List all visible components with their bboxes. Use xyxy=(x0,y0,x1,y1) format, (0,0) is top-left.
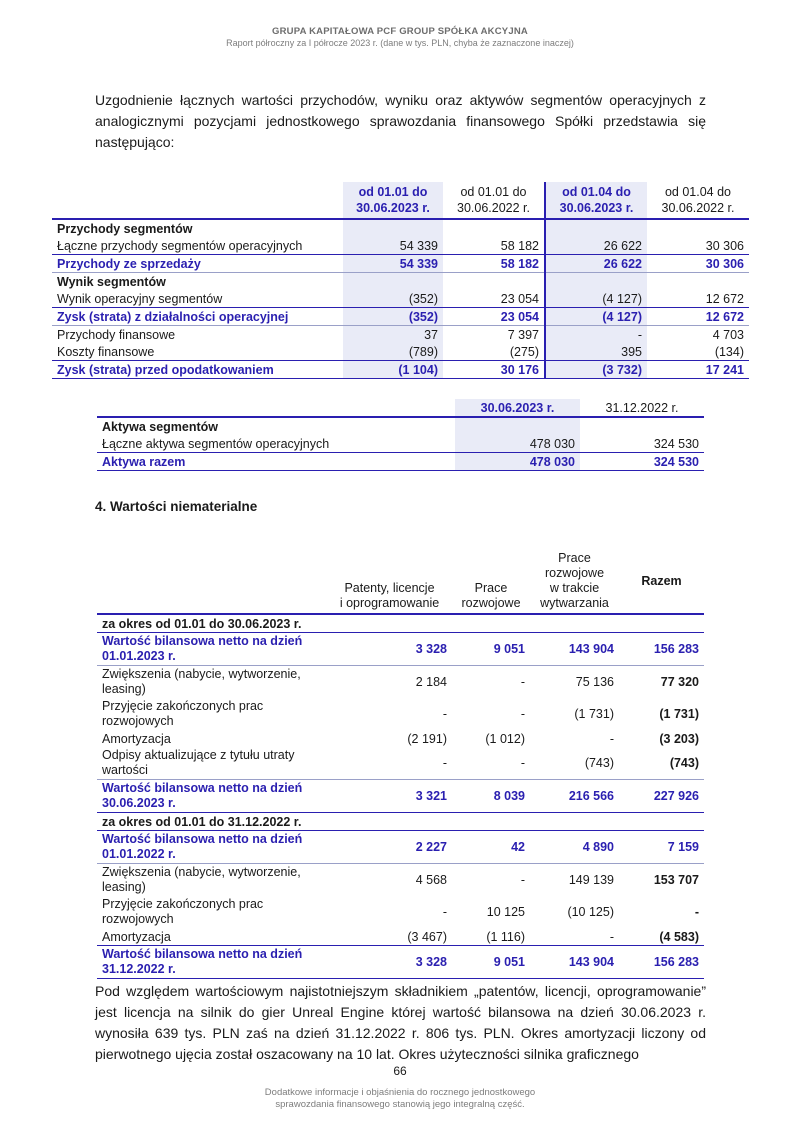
cell: (1 731) xyxy=(574,707,614,721)
cell: (1 116) xyxy=(486,929,525,944)
cell: 4 703 xyxy=(647,326,749,344)
cell: 8 039 xyxy=(452,780,530,813)
table-row xyxy=(97,896,704,928)
cell: (275) xyxy=(509,344,539,359)
cell: - xyxy=(442,756,447,770)
table-row xyxy=(97,614,704,633)
table-row xyxy=(97,435,704,453)
cell: - xyxy=(520,756,525,770)
cell: 153 707 xyxy=(653,873,699,887)
intangibles-header-row xyxy=(97,551,704,614)
cell: 26 622 xyxy=(545,237,647,255)
table-row xyxy=(97,946,704,979)
row-label: Aktywa razem xyxy=(97,453,455,471)
table-row xyxy=(97,747,704,780)
cell: (3 732) xyxy=(545,361,647,379)
row-label: Wartość bilansowa netto na dzień 01.01.2023 r. xyxy=(97,633,327,666)
cell: 324 530 xyxy=(653,436,699,451)
row-label: Zwiększenia (nabycie, wytworzenie, leasing) xyxy=(102,865,301,894)
cell: 4 568 xyxy=(415,873,447,887)
cell: 77 320 xyxy=(660,675,699,689)
row-label: za okres od 01.01 do 30.06.2023 r. xyxy=(102,616,302,631)
cell: (1 104) xyxy=(343,361,443,379)
intangibles-col-4: Razem xyxy=(619,551,704,614)
table-row xyxy=(52,361,749,379)
intangibles-col-1: Patenty, licencje i oprogramowanie xyxy=(327,551,452,614)
cell: 58 182 xyxy=(443,255,545,273)
row-label: Wartość bilansowa netto na dzień 30.06.2023 r. xyxy=(97,780,327,813)
assets-col-2: 31.12.2022 r. xyxy=(580,399,704,417)
page-number: 66 xyxy=(393,1064,407,1078)
cell: - xyxy=(520,675,525,689)
cell: 143 904 xyxy=(530,633,619,666)
cell: 12 672 xyxy=(647,308,749,326)
cell: 54 339 xyxy=(343,237,443,255)
cell: 30 306 xyxy=(705,238,744,253)
row-label: Przyjęcie zakończonych prac rozwojowych xyxy=(102,897,264,926)
row-label: Aktywa segmentów xyxy=(102,419,219,434)
table-row xyxy=(97,453,704,471)
row-label: Wartość bilansowa netto na dzień 31.12.2022 r. xyxy=(97,946,327,979)
table-row xyxy=(52,290,749,308)
cell: (352) xyxy=(343,308,443,326)
table-row xyxy=(52,273,749,291)
row-label: Amortyzacja xyxy=(102,731,171,746)
cell: 30 176 xyxy=(443,361,545,379)
segments-header-row xyxy=(52,182,749,219)
cell: 143 904 xyxy=(530,946,619,979)
cell: 9 051 xyxy=(452,946,530,979)
footer-line-2: sprawozdania finansowego stanowią jego integralną część. xyxy=(275,1099,525,1110)
cell: 324 530 xyxy=(580,453,704,471)
cell: 3 328 xyxy=(327,633,452,666)
cell: 3 321 xyxy=(327,780,452,813)
footer-line-1: Dodatkowe informacje i objaśnienia do rocznego jednostkowego xyxy=(264,1087,536,1098)
cell: 149 139 xyxy=(568,873,614,887)
row-label: za okres od 01.01 do 31.12.2022 r. xyxy=(102,814,302,829)
row-label: Przychody finansowe xyxy=(52,326,343,344)
cell: 54 339 xyxy=(343,255,443,273)
cell: 478 030 xyxy=(455,453,580,471)
cell: 9 051 xyxy=(452,633,530,666)
row-label: Amortyzacja xyxy=(102,929,171,944)
intangibles-col-3: Prace rozwojowe w trakcie wytwarzania xyxy=(530,551,619,614)
cell: 58 182 xyxy=(500,238,539,253)
table-row xyxy=(52,255,749,273)
cell: 156 283 xyxy=(619,946,704,979)
company-name: GRUPA KAPITAŁOWA PCF GROUP SPÓŁKA AKCYJNA xyxy=(272,26,528,37)
table-row xyxy=(97,730,704,747)
cell: 7 159 xyxy=(619,831,704,864)
table-row xyxy=(97,780,704,813)
table-row xyxy=(52,237,749,255)
cell: 23 054 xyxy=(500,291,539,306)
row-label: Łączne przychody segmentów operacyjnych xyxy=(57,238,303,253)
table-row xyxy=(97,633,704,666)
row-label: Koszty finansowe xyxy=(57,344,155,359)
cell: 26 622 xyxy=(545,255,647,273)
cell: 2 184 xyxy=(415,675,447,689)
cell: (3 467) xyxy=(407,929,447,944)
assets-col-1: 30.06.2023 r. xyxy=(455,399,580,417)
cell: - xyxy=(545,326,647,344)
cell: (1 731) xyxy=(659,707,699,721)
cell: (2 191) xyxy=(407,731,447,746)
cell: (789) xyxy=(343,343,443,361)
closing-paragraph: Pod względem wartościowym najistotniejszym składnikiem „patentów, licencji, oprogramowanie” jest licencja na silnik do gier Unreal Engine której wartość bilansowa na dzień 30.06.2023 r. wynosiła 639 tys. PLN zaś na dzień 31.12.2022 r. 806 tys. PLN. Okres amortyzacji liczony od pierwotnego ujęcia został oszacowany na 10 lat. Okres użyteczności silnika graficznego xyxy=(95,983,706,1062)
cell: 23 054 xyxy=(443,308,545,326)
cell: - xyxy=(520,873,525,887)
cell: 2 227 xyxy=(327,831,452,864)
report-subtitle: Raport półroczny za I półrocze 2023 r. (dane w tys. PLN, chyba że zaznaczone inaczej) xyxy=(226,38,574,48)
cell: (10 125) xyxy=(567,905,614,919)
table-row xyxy=(97,666,704,699)
segments-col-4: od 01.04 do 30.06.2022 r. xyxy=(647,182,749,219)
cell: - xyxy=(609,929,614,944)
intangibles-col-2: Prace rozwojowe xyxy=(452,551,530,614)
segments-col-1: od 01.01 do 30.06.2023 r. xyxy=(343,182,443,219)
cell: 4 890 xyxy=(530,831,619,864)
cell: 42 xyxy=(452,831,530,864)
table-row xyxy=(52,308,749,326)
cell: (352) xyxy=(343,290,443,308)
segments-table xyxy=(52,182,749,379)
cell: 37 xyxy=(343,326,443,344)
cell: 17 241 xyxy=(647,361,749,379)
cell: (743) xyxy=(584,756,614,770)
row-label: Wynik operacyjny segmentów xyxy=(57,291,223,306)
table-row xyxy=(52,343,749,361)
cell: (743) xyxy=(669,756,699,770)
row-label: Przychody segmentów xyxy=(57,221,193,236)
section-title: 4. Wartości niematerialne xyxy=(95,499,258,514)
page-header xyxy=(0,26,800,48)
cell: - xyxy=(609,731,614,746)
cell: 3 328 xyxy=(327,946,452,979)
intangibles-table xyxy=(97,551,704,979)
page-footer xyxy=(0,1087,800,1111)
row-label: Zysk (strata) przed opodatkowaniem xyxy=(52,361,343,379)
row-label: Zwiększenia (nabycie, wytworzenie, leasing) xyxy=(102,667,301,696)
table-row xyxy=(52,326,749,344)
table-row xyxy=(97,928,704,946)
table-row xyxy=(97,864,704,897)
cell: - xyxy=(442,707,447,721)
cell: 12 672 xyxy=(705,291,744,306)
cell: 7 397 xyxy=(443,326,545,344)
cell: 478 030 xyxy=(455,435,580,453)
assets-header-row xyxy=(97,399,704,417)
table-row xyxy=(97,831,704,864)
cell: (4 127) xyxy=(545,308,647,326)
cell: - xyxy=(694,905,699,919)
cell: 10 125 xyxy=(486,905,525,919)
cell: 75 136 xyxy=(575,675,614,689)
row-label: Przyjęcie zakończonych prac rozwojowych xyxy=(102,699,264,728)
intro-paragraph: Uzgodnienie łącznych wartości przychodów, wyniku oraz aktywów segmentów operacyjnych z analogicznymi pozycjami jednostkowego sprawozdania finansowego Spółki przedstawia się następująco: xyxy=(95,92,706,150)
table-row xyxy=(97,417,704,435)
segments-col-2: od 01.01 do 30.06.2022 r. xyxy=(443,182,545,219)
table-row xyxy=(97,813,704,831)
row-label: Przychody ze sprzedaży xyxy=(52,255,343,273)
cell: - xyxy=(442,905,447,919)
cell: (1 012) xyxy=(485,731,525,746)
cell: (134) xyxy=(714,344,744,359)
table-row xyxy=(97,698,704,730)
cell: (4 583) xyxy=(659,929,699,944)
cell: 395 xyxy=(545,343,647,361)
row-label: Zysk (strata) z działalności operacyjnej xyxy=(52,308,343,326)
row-label: Wartość bilansowa netto na dzień 01.01.2022 r. xyxy=(97,831,327,864)
row-label: Wynik segmentów xyxy=(52,273,343,291)
cell: - xyxy=(520,707,525,721)
row-label: Łączne aktywa segmentów operacyjnych xyxy=(102,436,330,451)
assets-table xyxy=(97,399,704,471)
cell: (3 203) xyxy=(659,731,699,746)
cell: 30 306 xyxy=(647,255,749,273)
cell: 156 283 xyxy=(619,633,704,666)
cell: 216 566 xyxy=(530,780,619,813)
table-row xyxy=(52,219,749,237)
cell: 227 926 xyxy=(619,780,704,813)
cell: (4 127) xyxy=(545,290,647,308)
row-label: Odpisy aktualizujące z tytułu utraty wartości xyxy=(102,748,295,777)
segments-col-3: od 01.04 do 30.06.2023 r. xyxy=(545,182,647,219)
